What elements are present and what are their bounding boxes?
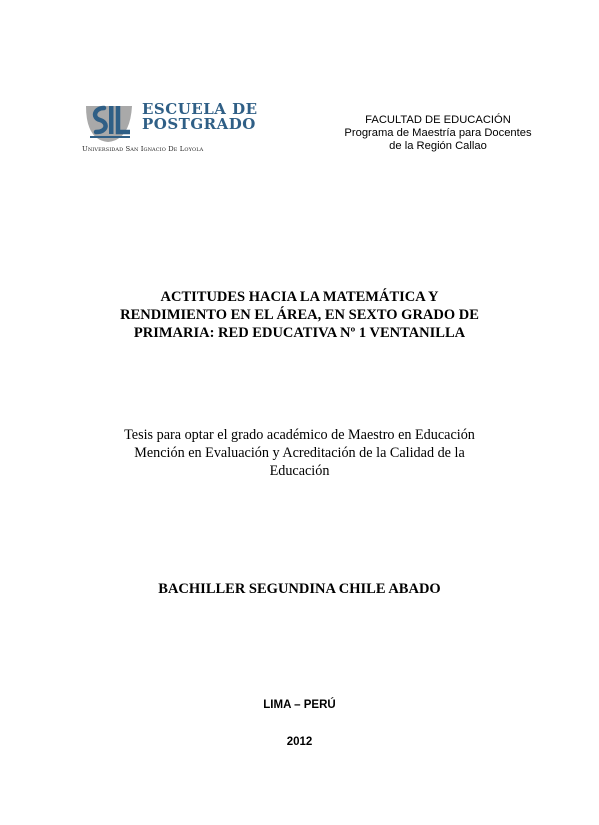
thesis-purpose-line3: Educación [269, 463, 330, 479]
logo-title-line1: ESCUELA DE [142, 100, 258, 118]
thesis-purpose-line1: Tesis para optar el grado académico de Maestro en Educación [124, 427, 475, 443]
thesis-title-line1: ACTITUDES HACIA LA MATEMÁTICA Y [160, 289, 439, 305]
faculty-name: FACULTAD DE EDUCACIÓN [365, 114, 511, 126]
year: 2012 [286, 736, 313, 748]
thesis-title-line3: PRIMARIA: RED EDUCATIVA Nº 1 VENTANILLA [133, 325, 466, 341]
place: LIMA – PERÚ [263, 699, 336, 711]
university-logo [82, 100, 262, 156]
usil-monogram-icon [82, 100, 138, 144]
thesis-purpose-line2: Mención en Evaluación y Acreditación de la Calidad de la [134, 445, 465, 461]
author-name: BACHILLER SEGUNDINA CHILE ABADO [158, 581, 441, 597]
thesis-purpose [60, 426, 539, 480]
thesis-title-line2: RENDIMIENTO EN EL ÁREA, EN SEXTO GRADO DE [120, 307, 479, 323]
logo-title [142, 102, 258, 132]
logo-subtitle: Universidad San Ignacio De Loyola [82, 145, 204, 153]
program-name-line1: Programa de Maestría para Docentes [344, 127, 532, 139]
faculty-header [328, 114, 548, 153]
thesis-title [60, 288, 539, 342]
program-name-line2: de la Región Callao [389, 140, 487, 152]
logo-title-line2: POSTGRADO [142, 115, 256, 133]
